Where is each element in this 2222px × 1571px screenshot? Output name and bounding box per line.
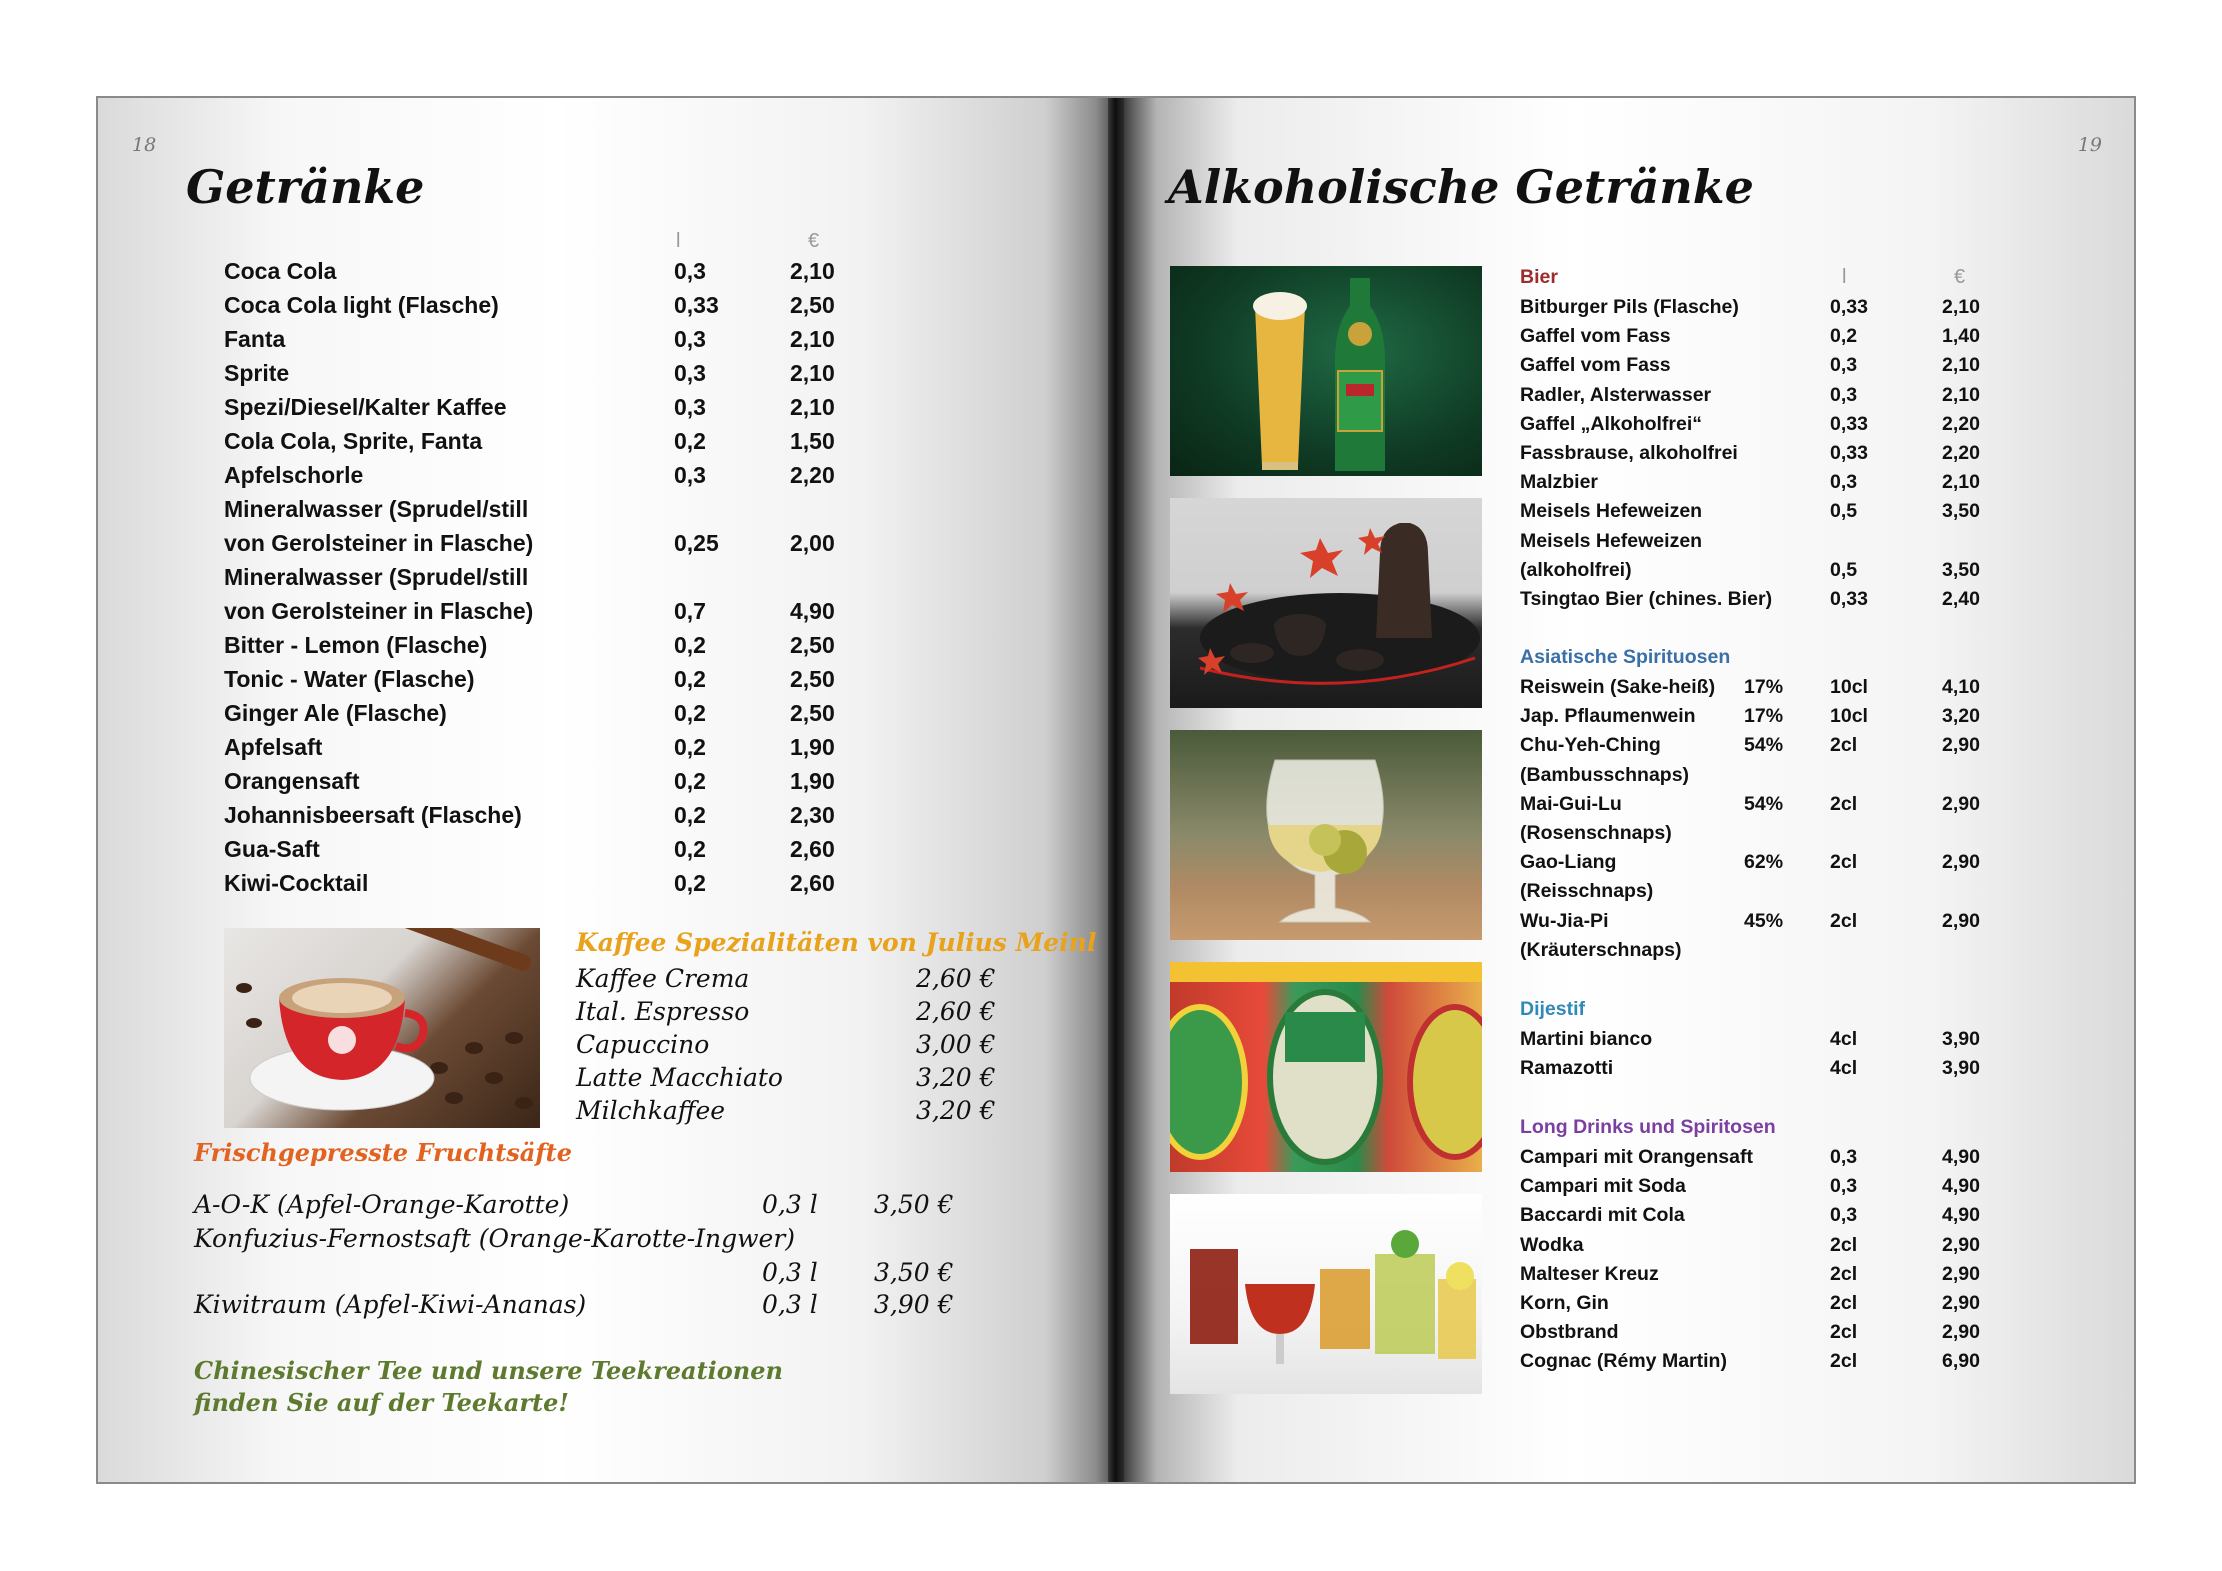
drink-price: 2,50: [790, 700, 835, 726]
drink-volume: 0,2: [674, 768, 706, 794]
beer-item-volume: 0,2: [1830, 325, 1858, 347]
juice-price: 3,90 €: [874, 1290, 954, 1319]
longdrinks-item-volume: 2cl: [1830, 1263, 1858, 1285]
beer-item-price: 3,50: [1942, 500, 1980, 522]
beer-item-volume: 0,3: [1830, 471, 1858, 493]
left-page: [98, 98, 1116, 1482]
juice-name: Konfuzius-Fernostsaft (Orange-Karotte-Ingwer): [194, 1224, 796, 1253]
drink-name: Apfelsaft: [224, 734, 323, 760]
drink-price: 1,90: [790, 768, 835, 794]
drink-price: 1,50: [790, 428, 835, 454]
page-number-right: 19: [2077, 134, 2102, 156]
drink-price: 2,00: [790, 530, 835, 556]
asian-item-percent: 17%: [1744, 705, 1784, 727]
beer-item-price: 2,10: [1942, 296, 1980, 318]
column-header-euro-right: €: [1954, 266, 1966, 288]
digestif-item-volume: 4cl: [1830, 1028, 1858, 1050]
beer-item-name: Gaffel „Alkoholfrei“: [1520, 413, 1703, 435]
longdrinks-item-volume: 0,3: [1830, 1175, 1858, 1197]
juice-volume: 0,3 l: [762, 1258, 818, 1287]
drink-volume: 0,3: [674, 360, 706, 386]
asian-item-name: Chu-Yeh-Ching: [1520, 734, 1661, 756]
drink-price: 2,60: [790, 870, 835, 896]
asian-item-price: 4,10: [1942, 676, 1980, 698]
longdrinks-item-volume: 2cl: [1830, 1234, 1858, 1256]
asian-item-price: 2,90: [1942, 734, 1980, 756]
coffee-price: 3,20 €: [916, 1063, 996, 1092]
cocktail-glasses-photo: [1170, 1194, 1482, 1394]
drink-price: 2,50: [790, 666, 835, 692]
longdrinks-item-volume: 2cl: [1830, 1350, 1858, 1372]
digestif-item-name: Ramazotti: [1520, 1057, 1614, 1079]
beer-item-volume: 0,3: [1830, 384, 1858, 406]
coffee-name: Capuccino: [576, 1030, 710, 1059]
drink-volume: 0,3: [674, 394, 706, 420]
beer-item-name: Radler, Alsterwasser: [1520, 384, 1712, 406]
drink-name: von Gerolsteiner in Flasche): [224, 598, 534, 624]
drink-name: Mineralwasser (Sprudel/still: [224, 564, 529, 590]
longdrinks-item-price: 2,90: [1942, 1263, 1980, 1285]
asian-item-volume: 2cl: [1830, 851, 1858, 873]
drink-name: Ginger Ale (Flasche): [224, 700, 447, 726]
asian-item-percent: 62%: [1744, 851, 1784, 873]
page-title-left: Getränke: [186, 160, 425, 214]
drink-name: Coca Cola light (Flasche): [224, 292, 499, 318]
asian-item-volume: 2cl: [1830, 793, 1858, 815]
longdrinks-section-title: Long Drinks und Spiritosen: [1520, 1116, 1776, 1138]
asian-item-volume: 2cl: [1830, 910, 1858, 932]
longdrinks-item-name: Malteser Kreuz: [1520, 1263, 1659, 1285]
drink-volume: 0,2: [674, 734, 706, 760]
beer-item-name: Bitburger Pils (Flasche): [1520, 296, 1739, 318]
drink-volume: 0,3: [674, 326, 706, 352]
coffee-name: Ital. Espresso: [576, 997, 750, 1026]
column-header-liter: l: [676, 230, 681, 252]
drink-name: Bitter - Lemon (Flasche): [224, 632, 488, 658]
drink-volume: 0,3: [674, 462, 706, 488]
beer-item-price: 2,20: [1942, 413, 1980, 435]
drink-name: Cola Cola, Sprite, Fanta: [224, 428, 483, 454]
beer-item-volume: 0,33: [1830, 588, 1868, 610]
beer-item-volume: 0,33: [1830, 442, 1868, 464]
longdrinks-item-name: Baccardi mit Cola: [1520, 1204, 1685, 1226]
asian-item-name: (Bambusschnaps): [1520, 764, 1690, 786]
asian-item-percent: 17%: [1744, 676, 1784, 698]
beer-item-name: Tsingtao Bier (chines. Bier): [1520, 588, 1773, 610]
asian-item-name: (Rosenschnaps): [1520, 822, 1672, 844]
digestif-item-price: 3,90: [1942, 1057, 1980, 1079]
longdrinks-item-name: Campari mit Orangensaft: [1520, 1146, 1753, 1168]
beer-item-name: Gaffel vom Fass: [1520, 325, 1671, 347]
juice-name: Kiwitraum (Apfel-Kiwi-Ananas): [194, 1290, 587, 1319]
drink-volume: 0,2: [674, 870, 706, 896]
longdrinks-item-price: 6,90: [1942, 1350, 1980, 1372]
coffee-name: Milchkaffee: [576, 1096, 726, 1125]
longdrinks-item-name: Wodka: [1520, 1234, 1584, 1256]
asian-item-name: Reiswein (Sake-heiß): [1520, 676, 1716, 698]
drink-name: Tonic - Water (Flasche): [224, 666, 475, 692]
longdrinks-item-name: Korn, Gin: [1520, 1292, 1609, 1314]
asian-item-percent: 54%: [1744, 734, 1784, 756]
beer-item-price: 2,20: [1942, 442, 1980, 464]
beer-glass-bottle-photo: [1170, 266, 1482, 476]
coffee-section-title: Kaffee Spezialitäten von Julius Meinl: [576, 928, 1097, 957]
drink-volume: 0,2: [674, 700, 706, 726]
drink-price: 2,30: [790, 802, 835, 828]
juice-section-title: Frischgepresste Fruchtsäfte: [194, 1138, 573, 1167]
asian-item-volume: 10cl: [1830, 676, 1868, 698]
asian-item-name: Jap. Pflaumenwein: [1520, 705, 1696, 727]
asian-item-volume: 2cl: [1830, 734, 1858, 756]
coffee-price: 2,60 €: [916, 997, 996, 1026]
juice-name: A-O-K (Apfel-Orange-Karotte): [194, 1190, 570, 1219]
beer-item-price: 2,40: [1942, 588, 1980, 610]
asian-item-price: 2,90: [1942, 851, 1980, 873]
digestif-item-price: 3,90: [1942, 1028, 1980, 1050]
digestif-item-volume: 4cl: [1830, 1057, 1858, 1079]
page-title-right: Alkoholische Getränke: [1168, 160, 1754, 214]
page-number-left: 18: [132, 134, 157, 156]
drink-price: 1,90: [790, 734, 835, 760]
drink-name: Sprite: [224, 360, 290, 386]
juice-volume: 0,3 l: [762, 1290, 818, 1319]
longdrinks-item-name: Obstbrand: [1520, 1321, 1619, 1343]
longdrinks-item-volume: 0,3: [1830, 1146, 1858, 1168]
drink-price: 2,10: [790, 258, 835, 284]
drink-volume: 0,2: [674, 666, 706, 692]
chinese-liquor-bottles-photo: [1170, 962, 1482, 1172]
right-page: [1116, 98, 2134, 1482]
menu-book: [96, 96, 2136, 1484]
longdrinks-item-volume: 2cl: [1830, 1292, 1858, 1314]
longdrinks-item-price: 4,90: [1942, 1204, 1980, 1226]
longdrinks-item-volume: 0,3: [1830, 1204, 1858, 1226]
longdrinks-item-volume: 2cl: [1830, 1321, 1858, 1343]
tea-note-line-1: Chinesischer Tee und unsere Teekreationen: [194, 1356, 783, 1385]
drink-volume: 0,2: [674, 802, 706, 828]
coffee-price: 3,00 €: [916, 1030, 996, 1059]
beer-item-volume: 0,5: [1830, 500, 1858, 522]
asian-item-price: 2,90: [1942, 793, 1980, 815]
asian-item-price: 2,90: [1942, 910, 1980, 932]
drink-price: 2,60: [790, 836, 835, 862]
longdrinks-item-price: 4,90: [1942, 1175, 1980, 1197]
asian-item-volume: 10cl: [1830, 705, 1868, 727]
longdrinks-item-price: 2,90: [1942, 1234, 1980, 1256]
asian-item-name: Gao-Liang: [1520, 851, 1617, 873]
drink-name: Orangensaft: [224, 768, 360, 794]
drink-price: 2,10: [790, 360, 835, 386]
drink-price: 2,10: [790, 394, 835, 420]
beer-item-price: 2,10: [1942, 384, 1980, 406]
beer-item-price: 2,10: [1942, 471, 1980, 493]
coffee-price: 3,20 €: [916, 1096, 996, 1125]
drink-name: Spezi/Diesel/Kalter Kaffee: [224, 394, 507, 420]
drink-name: Kiwi-Cocktail: [224, 870, 369, 896]
asian-item-price: 3,20: [1942, 705, 1980, 727]
asian-item-percent: 54%: [1744, 793, 1784, 815]
drink-price: 2,10: [790, 326, 835, 352]
asian-item-name: (Kräuterschnaps): [1520, 939, 1682, 961]
drink-volume: 0,25: [674, 530, 719, 556]
digestif-item-name: Martini bianco: [1520, 1028, 1653, 1050]
beer-section-title: Bier: [1520, 266, 1558, 288]
juice-volume: 0,3 l: [762, 1190, 818, 1219]
beer-item-name: Gaffel vom Fass: [1520, 354, 1671, 376]
drink-name: Fanta: [224, 326, 286, 352]
longdrinks-item-price: 2,90: [1942, 1292, 1980, 1314]
beer-item-volume: 0,5: [1830, 559, 1858, 581]
drink-name: Mineralwasser (Sprudel/still: [224, 496, 529, 522]
asian-item-name: (Reisschnaps): [1520, 880, 1654, 902]
beer-item-price: 2,10: [1942, 354, 1980, 376]
beer-item-price: 1,40: [1942, 325, 1980, 347]
drink-name: Apfelschorle: [224, 462, 364, 488]
drink-volume: 0,7: [674, 598, 706, 624]
drink-name: Coca Cola: [224, 258, 337, 284]
drink-volume: 0,33: [674, 292, 719, 318]
drink-price: 2,50: [790, 292, 835, 318]
drink-price: 2,50: [790, 632, 835, 658]
beer-item-price: 3,50: [1942, 559, 1980, 581]
longdrinks-item-name: Cognac (Rémy Martin): [1520, 1350, 1727, 1372]
sake-set-photo: [1170, 498, 1482, 708]
digestif-section-title: Dijestif: [1520, 998, 1586, 1020]
longdrinks-item-price: 4,90: [1942, 1146, 1980, 1168]
brandy-glass-photo: [1170, 730, 1482, 940]
asian-item-name: Mai-Gui-Lu: [1520, 793, 1622, 815]
asian-item-name: Wu-Jia-Pi: [1520, 910, 1609, 932]
tea-note-line-2: finden Sie auf der Teekarte!: [194, 1388, 569, 1417]
coffee-cup-photo: [224, 928, 540, 1128]
drink-name: Johannisbeersaft (Flasche): [224, 802, 522, 828]
column-header-liter-right: l: [1842, 266, 1847, 288]
drink-name: von Gerolsteiner in Flasche): [224, 530, 534, 556]
drink-volume: 0,2: [674, 632, 706, 658]
juice-price: 3,50 €: [874, 1258, 954, 1287]
beer-item-name: Malzbier: [1520, 471, 1599, 493]
beer-item-volume: 0,33: [1830, 413, 1868, 435]
coffee-name: Kaffee Crema: [576, 964, 750, 993]
longdrinks-item-price: 2,90: [1942, 1321, 1980, 1343]
asian-section-title: Asiatische Spirituosen: [1520, 646, 1731, 668]
drink-price: 4,90: [790, 598, 835, 624]
drink-volume: 0,2: [674, 428, 706, 454]
longdrinks-item-name: Campari mit Soda: [1520, 1175, 1686, 1197]
column-header-euro: €: [808, 230, 820, 252]
juice-price: 3,50 €: [874, 1190, 954, 1219]
beer-item-volume: 0,33: [1830, 296, 1868, 318]
coffee-price: 2,60 €: [916, 964, 996, 993]
drink-volume: 0,3: [674, 258, 706, 284]
drink-price: 2,20: [790, 462, 835, 488]
beer-item-name: Meisels Hefeweizen: [1520, 530, 1703, 552]
coffee-name: Latte Macchiato: [576, 1063, 783, 1092]
beer-item-name: (alkoholfrei): [1520, 559, 1632, 581]
beer-item-name: Meisels Hefeweizen: [1520, 500, 1703, 522]
drink-volume: 0,2: [674, 836, 706, 862]
drink-name: Gua-Saft: [224, 836, 320, 862]
asian-item-percent: 45%: [1744, 910, 1784, 932]
beer-item-name: Fassbrause, alkoholfrei: [1520, 442, 1738, 464]
book-spine: [1108, 98, 1124, 1482]
beer-item-volume: 0,3: [1830, 354, 1858, 376]
